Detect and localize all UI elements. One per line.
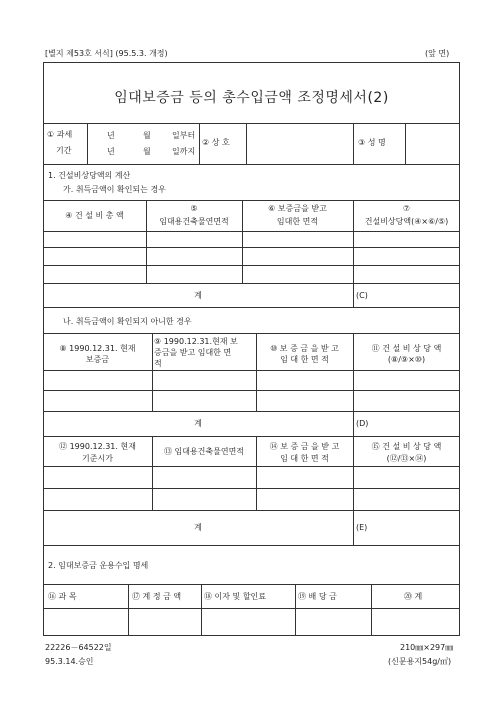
- divider: [43, 411, 460, 412]
- column-header: ⑳ 계: [404, 592, 423, 601]
- divider: [43, 510, 460, 511]
- divider: [43, 608, 460, 609]
- sum-value: (D): [356, 419, 369, 428]
- section-heading: 1. 건설비상당액의 계산: [48, 171, 131, 180]
- column-header: ⑬ 임대용건축물연면적: [163, 447, 245, 456]
- divider: [43, 307, 460, 308]
- column-header: ⑦: [402, 204, 411, 213]
- column-header: (⑫/⑬×⑭): [386, 454, 427, 463]
- divider: [295, 584, 296, 636]
- column-header: 임 대 한 면 적: [280, 355, 329, 364]
- period-label: 기간: [56, 146, 72, 155]
- column-header: 건설비상당액(④×⑥/⑤): [364, 217, 449, 226]
- subsection-heading: 가. 취득금액이 확인되는 경우: [63, 185, 166, 194]
- column-header: 보증금: [85, 355, 110, 364]
- page-side-label: (앞 면): [425, 49, 450, 58]
- paper-size: 210㎜×297㎜: [400, 643, 454, 652]
- column-header: 임 대 한 면 적: [280, 454, 329, 463]
- divider: [87, 123, 88, 164]
- period-field: 월: [143, 147, 151, 156]
- divider: [43, 488, 460, 489]
- divider: [128, 584, 129, 636]
- divider: [43, 164, 460, 165]
- divider: [43, 545, 460, 546]
- divider: [371, 584, 372, 636]
- column-header: ⑭ 보 증 금 을 받 고: [269, 442, 340, 451]
- column-header: 기준시가: [82, 454, 113, 463]
- paper-type: (신문용지54g/㎡): [388, 657, 452, 666]
- divider: [199, 123, 200, 164]
- divider: [201, 584, 202, 636]
- form-number: [별지 제53호 서식] (95.5.3. 개정): [45, 49, 168, 58]
- divider: [43, 265, 460, 266]
- divider: [43, 333, 460, 334]
- divider: [43, 123, 460, 124]
- column-header: ⑲ 배 당 금: [298, 592, 337, 601]
- period-field: 일까지: [172, 147, 196, 156]
- column-header: 임대한 면적: [276, 217, 319, 226]
- divider: [43, 466, 460, 467]
- company-label: ② 상 호: [202, 138, 230, 147]
- period-field: 년: [107, 147, 115, 156]
- column-header: ⑯ 과 목: [48, 592, 77, 601]
- divider: [152, 333, 153, 411]
- column-header: ⑩ 보 증 금 을 받 고: [270, 344, 339, 353]
- column-header: (⑧/⑨×⑩): [387, 355, 426, 364]
- divider: [43, 390, 460, 391]
- sum-value: (E): [356, 523, 368, 532]
- column-header: ⑤: [190, 204, 198, 213]
- period-field: 월: [143, 131, 151, 140]
- page-title: 임대보증금 등의 총수입금액 조정명세서(2): [114, 90, 389, 106]
- column-header: ⑧ 1990.12.31. 현재: [59, 344, 136, 353]
- divider: [353, 123, 354, 164]
- column-header: ⑫ 1990.12.31. 현재: [59, 442, 136, 451]
- divider: [43, 584, 460, 585]
- divider: [43, 247, 460, 248]
- sum-value: (C): [356, 291, 368, 300]
- divider: [43, 283, 460, 284]
- period-label: ① 과세: [47, 130, 73, 139]
- sum-label: 계: [194, 291, 202, 300]
- divider: [43, 231, 460, 232]
- sum-label: 계: [194, 419, 202, 428]
- divider: [353, 436, 354, 545]
- name-label: ③ 성 명: [358, 138, 386, 147]
- footer-code: 22226－64522일: [45, 643, 112, 652]
- column-header: ⑰ 계 정 금 액: [132, 592, 182, 601]
- period-field: 년: [107, 131, 115, 140]
- divider: [43, 370, 460, 371]
- section-heading: 2. 임대보증금 운용수입 명세: [48, 561, 149, 570]
- column-header: ⑥ 보증금을 받고: [268, 204, 327, 213]
- column-header: ⑨ 1990.12.31.현재 보: [154, 337, 238, 346]
- column-header: 증금을 받고 임대한 면: [154, 348, 232, 357]
- column-header: ⑪ 건 설 비 상 당 액: [371, 344, 442, 353]
- column-header: 적: [154, 359, 162, 368]
- column-header: ⑮ 건 설 비 상 당 액: [371, 442, 442, 451]
- column-header: ⑱ 이자 및 할인료: [204, 592, 266, 601]
- sum-label: 계: [194, 523, 202, 532]
- period-field: 일부터: [172, 131, 196, 140]
- column-header: ④ 건 설 비 총 액: [65, 211, 124, 220]
- subsection-heading: 나. 취득금액이 확인되지 아니한 경우: [63, 317, 192, 326]
- footer-approval: 95.3.14.승인: [45, 657, 94, 666]
- divider: [43, 436, 460, 437]
- divider: [43, 200, 460, 201]
- column-header: 임대용건축물연면적: [159, 217, 229, 226]
- divider: [246, 123, 247, 164]
- divider: [405, 123, 406, 164]
